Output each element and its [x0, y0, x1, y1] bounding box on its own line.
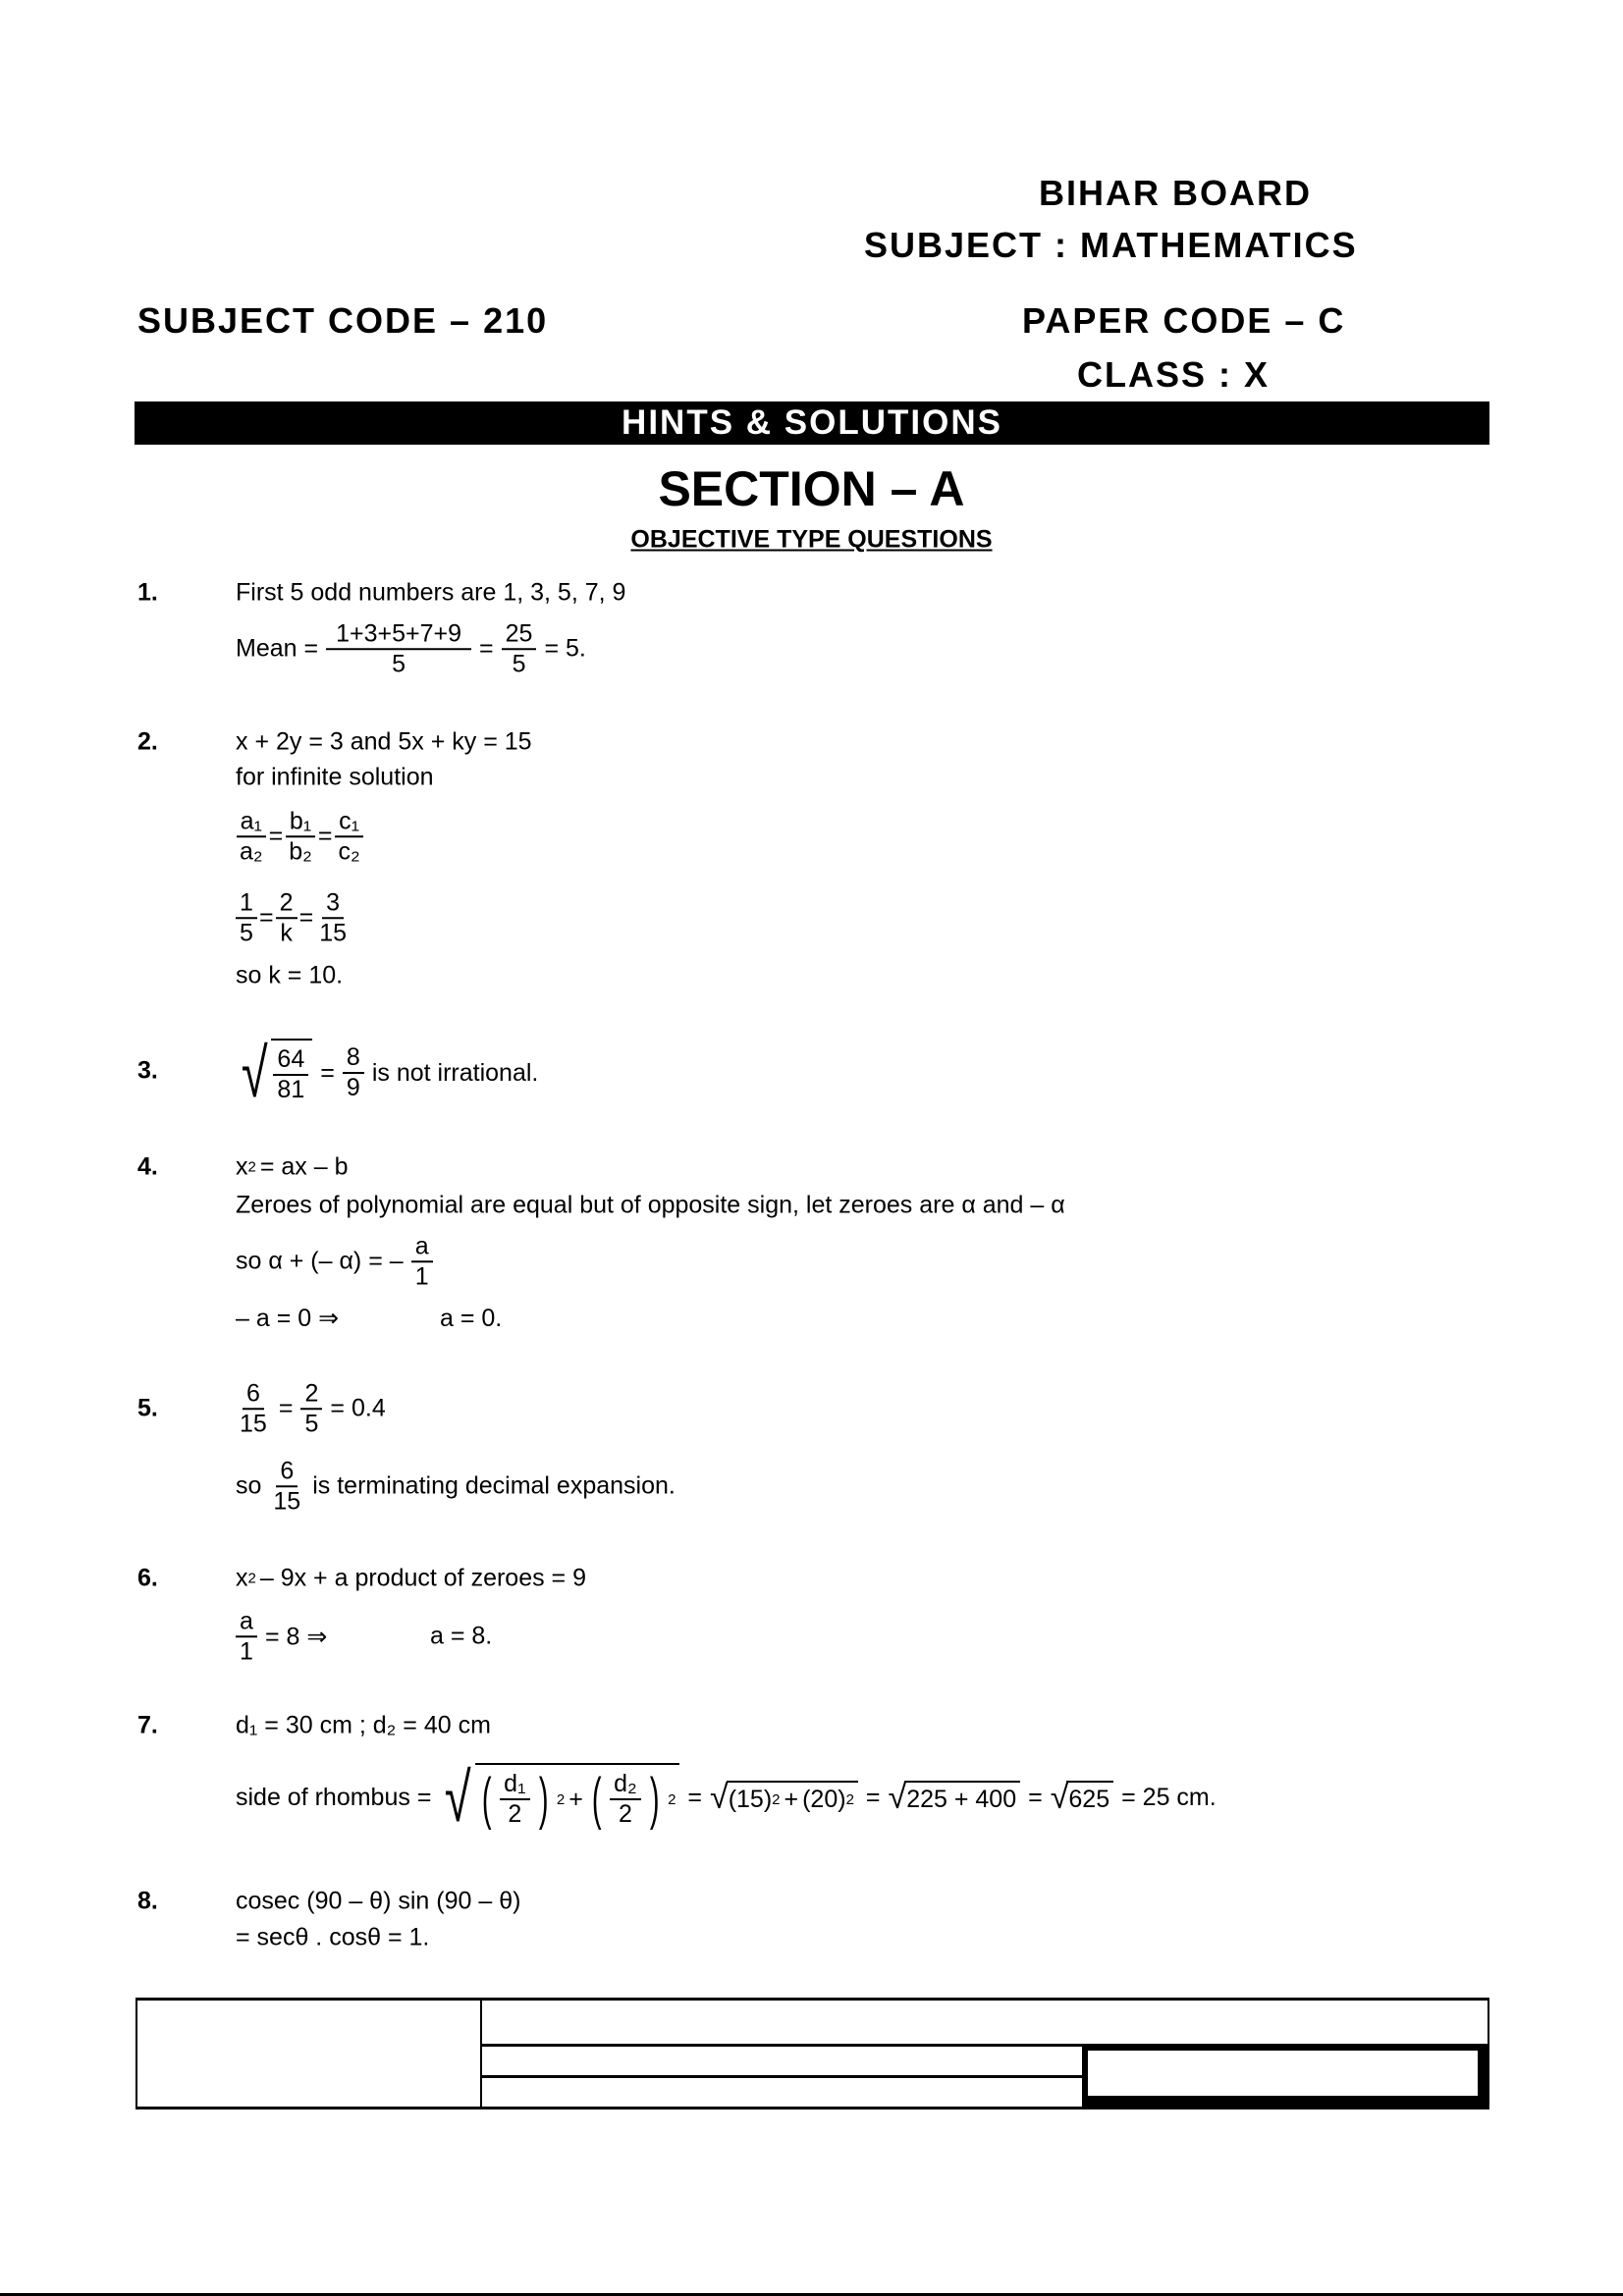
- fraction: [300, 1379, 322, 1438]
- text: is not irrational.: [371, 1058, 539, 1087]
- mean-label: Mean =: [236, 634, 319, 663]
- fraction: [502, 619, 537, 678]
- result: = 25 cm.: [1121, 1783, 1217, 1811]
- numerator: a₁: [237, 807, 266, 837]
- denominator: a₂: [240, 837, 263, 865]
- numerator: 64: [273, 1045, 308, 1076]
- class-label: CLASS : X: [1077, 354, 1271, 395]
- plus: +: [568, 1785, 583, 1813]
- exponent: 2: [247, 1158, 256, 1176]
- fraction: [610, 1770, 641, 1829]
- denominator: 81: [277, 1076, 305, 1103]
- fraction: [285, 807, 316, 866]
- numerator: 2: [276, 888, 298, 919]
- equals: =: [317, 822, 333, 850]
- q2-result: [236, 962, 343, 990]
- denominator: k: [280, 919, 293, 946]
- exponent: 2: [772, 1790, 781, 1808]
- footer-divider: [480, 2075, 1084, 2078]
- equals: =: [479, 634, 494, 663]
- denominator: 15: [240, 1410, 267, 1437]
- square-root: [439, 1759, 679, 1836]
- text: for infinite solution: [236, 763, 434, 791]
- equals: =: [865, 1783, 881, 1811]
- radicand: [271, 1039, 312, 1107]
- equals: =: [259, 903, 274, 932]
- label: side of rhombus =: [236, 1783, 432, 1811]
- term: 225 + 400: [906, 1785, 1017, 1813]
- section-title: SECTION – A: [658, 461, 965, 516]
- numerator: 8: [343, 1043, 364, 1074]
- base: x: [236, 1152, 248, 1181]
- denominator: 15: [319, 919, 348, 946]
- result: a = 8.: [430, 1622, 493, 1650]
- fraction: [315, 888, 351, 947]
- square-root: [710, 1781, 858, 1814]
- q5-line2: [236, 1457, 676, 1516]
- square-root: [889, 1781, 1021, 1814]
- text: x + 2y = 3 and 5x + ky = 15: [236, 727, 532, 756]
- denominator: 1: [414, 1262, 429, 1290]
- denominator: 2: [508, 1800, 522, 1828]
- q4-line2: [236, 1192, 1065, 1220]
- subject-code: SUBJECT CODE – 210: [137, 300, 549, 341]
- result: a = 0.: [440, 1304, 503, 1332]
- text: – 9x + a product of zeroes = 9: [259, 1564, 586, 1592]
- q4-line4: [236, 1304, 502, 1333]
- radical-icon: √: [1050, 1779, 1069, 1816]
- term: 625: [1068, 1785, 1110, 1813]
- denominator: 5: [240, 919, 253, 946]
- numerator: 6: [276, 1457, 298, 1487]
- question-number: 6.: [137, 1564, 158, 1592]
- question-number: 8.: [137, 1887, 158, 1915]
- footer-divider: [480, 1998, 482, 2109]
- text: cosec (90 – θ) sin (90 – θ): [236, 1887, 521, 1915]
- result: = 5.: [544, 634, 586, 663]
- q2-line1: [236, 728, 532, 757]
- question-number: 1.: [137, 578, 158, 607]
- plus: +: [784, 1785, 799, 1813]
- numerator: a: [411, 1232, 433, 1262]
- paren: ): [538, 1767, 549, 1831]
- text: so k = 10.: [236, 961, 344, 989]
- text: = 8 ⇒: [265, 1623, 328, 1650]
- question-number: 4.: [137, 1152, 158, 1181]
- fraction: [276, 888, 298, 947]
- denominator: c₂: [338, 837, 360, 865]
- question-number: 7.: [137, 1711, 158, 1739]
- fraction: [236, 1607, 257, 1666]
- hints-solutions-banner: HINTS & SOLUTIONS: [135, 401, 1489, 445]
- numerator: 1: [236, 888, 257, 919]
- q3-line: [236, 1035, 539, 1111]
- text: – a = 0 ⇒: [236, 1305, 340, 1332]
- footer-black-box: [1082, 2044, 1489, 2109]
- exponent: 2: [668, 1790, 676, 1808]
- subject-title: SUBJECT : MATHEMATICS: [864, 225, 1358, 265]
- fraction: [326, 619, 471, 678]
- denominator: 1: [240, 1637, 253, 1665]
- term: (15): [728, 1785, 773, 1813]
- square-root: [236, 1035, 312, 1111]
- exponent: 2: [556, 1790, 566, 1808]
- q7-line1: [236, 1712, 491, 1740]
- denominator: 9: [346, 1074, 360, 1101]
- fraction: [236, 807, 267, 866]
- paper-code: PAPER CODE – C: [1022, 300, 1346, 341]
- q7-line2: [236, 1759, 1217, 1836]
- numerator: a: [236, 1607, 257, 1637]
- fraction: [273, 1045, 308, 1104]
- denominator: 5: [512, 650, 526, 677]
- exponent: 2: [845, 1790, 854, 1808]
- fraction: [411, 1232, 433, 1291]
- text: = ax – b: [259, 1152, 349, 1181]
- denominator: 2: [618, 1800, 632, 1828]
- fraction: [334, 807, 363, 866]
- q4-line1: [236, 1153, 349, 1182]
- q8-line2: [236, 1924, 429, 1952]
- text: Zeroes of polynomial are equal but of opposite sign, let zeroes are α and – α: [236, 1191, 1065, 1219]
- numerator: b₁: [286, 807, 315, 837]
- text: d₁ = 30 cm ; d₂ = 40 cm: [236, 1711, 491, 1739]
- q1-line2: [236, 619, 586, 678]
- equals: =: [298, 903, 314, 932]
- question-number: 5.: [137, 1394, 158, 1422]
- denominator: b₂: [289, 837, 312, 865]
- radicand: [904, 1781, 1020, 1814]
- paren: (: [591, 1767, 602, 1831]
- q6-line1: [236, 1565, 586, 1593]
- numerator: c₁: [335, 807, 363, 837]
- numerator: 1+3+5+7+9: [326, 619, 471, 650]
- radicand: [727, 1781, 858, 1814]
- fraction: [343, 1043, 364, 1102]
- text: so α + (– α) = –: [236, 1247, 404, 1275]
- text: is terminating decimal expansion.: [312, 1471, 676, 1500]
- q4-line3: [236, 1232, 433, 1291]
- equals: =: [320, 1058, 335, 1087]
- fraction: [269, 1457, 304, 1516]
- question-number: 3.: [137, 1056, 158, 1085]
- paren: ): [649, 1767, 660, 1831]
- text: First 5 odd numbers are 1, 3, 5, 7, 9: [236, 578, 626, 607]
- denominator: 5: [392, 650, 406, 677]
- numerator: 6: [243, 1379, 264, 1410]
- radical-icon: √: [710, 1779, 729, 1816]
- q1-line1: [236, 579, 625, 608]
- q6-line2: [236, 1607, 492, 1666]
- numerator: 3: [322, 888, 344, 919]
- numerator: d₁: [500, 1770, 529, 1800]
- radicand: [1066, 1781, 1113, 1814]
- text: = secθ . cosθ = 1.: [236, 1923, 430, 1951]
- q2-line2: [236, 764, 434, 792]
- q2-ratio-general: [236, 807, 364, 866]
- exponent: 2: [247, 1570, 256, 1587]
- denominator: 15: [273, 1487, 301, 1515]
- text: so: [236, 1471, 262, 1500]
- equals: =: [687, 1783, 703, 1811]
- q5-line1: [236, 1379, 386, 1438]
- term: (20): [802, 1785, 846, 1813]
- board-name: BIHAR BOARD: [1039, 173, 1312, 213]
- base: x: [236, 1564, 248, 1592]
- radicand: [475, 1763, 680, 1832]
- numerator: d₂: [610, 1770, 641, 1800]
- radical-icon: √: [445, 1759, 472, 1836]
- numerator: 2: [300, 1379, 322, 1410]
- paren: (: [481, 1767, 492, 1831]
- question-number: 2.: [137, 727, 158, 756]
- equals: =: [268, 822, 284, 850]
- fraction: [500, 1770, 529, 1829]
- numerator: 25: [502, 619, 537, 650]
- result: = 0.4: [330, 1394, 386, 1422]
- section-subtitle: OBJECTIVE TYPE QUESTIONS: [630, 525, 993, 554]
- square-root: [1051, 1781, 1113, 1814]
- q2-ratio-values: [236, 888, 351, 947]
- radical-icon: √: [888, 1779, 907, 1816]
- footer-white-box: [1088, 2051, 1478, 2096]
- q8-line1: [236, 1888, 520, 1916]
- equals: =: [278, 1394, 294, 1422]
- equals: =: [1028, 1783, 1043, 1811]
- fraction: [236, 1379, 271, 1438]
- radical-icon: √: [241, 1035, 268, 1111]
- denominator: 5: [304, 1410, 319, 1437]
- fraction: [236, 888, 257, 947]
